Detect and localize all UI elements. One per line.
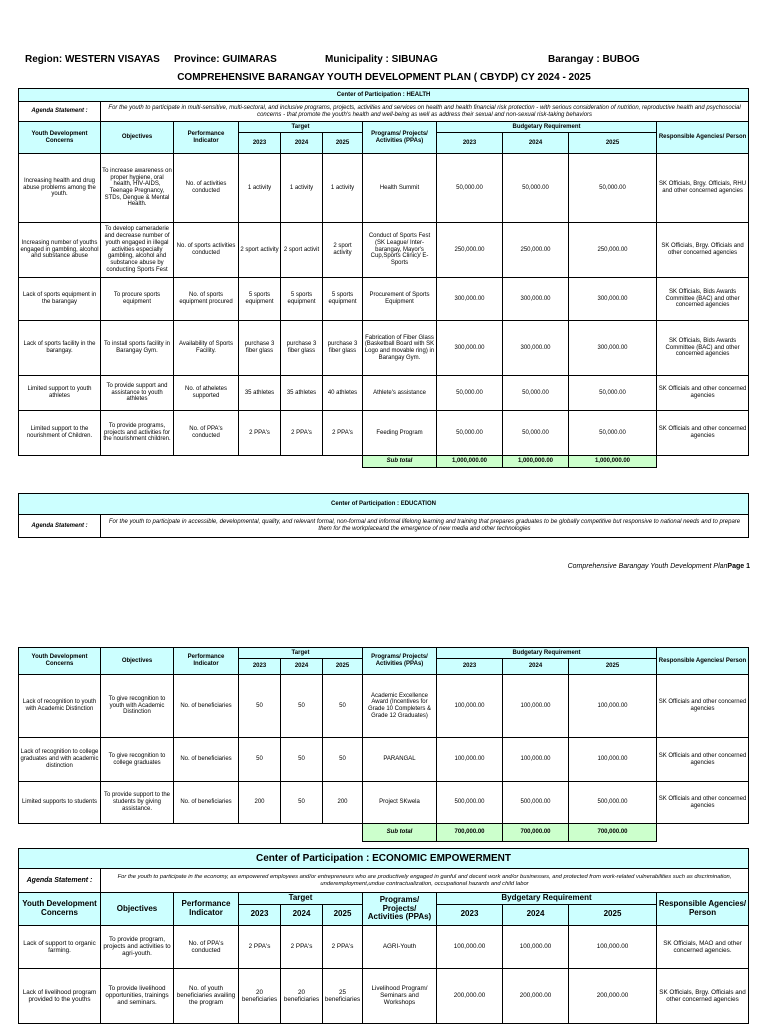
budget-2023-cell: 300,000.00	[437, 321, 503, 376]
col-budget-2023: 2023	[437, 659, 503, 675]
indicator-cell: No. of PPA's conducted	[174, 411, 239, 456]
education-subtotal-2025: 700,000.00	[569, 824, 657, 842]
target-2023-cell: 50	[239, 675, 281, 738]
col-target: Target	[239, 893, 363, 905]
col-objectives: Objectives	[101, 648, 174, 675]
col-indicator: Performance Indicator	[174, 648, 239, 675]
col-budget-2025: 2025	[569, 904, 657, 925]
budget-2023-cell: 100,000.00	[437, 738, 503, 782]
table-row	[19, 925, 749, 968]
col-objectives: Objectives	[101, 122, 174, 154]
indicator-cell: No. of PPA's conducted	[174, 925, 239, 968]
ppa-cell: Academic Excellence Award (Incentives for Grade 10 Completers & Grade 12 Graduates)	[363, 675, 437, 738]
col-target-2025: 2025	[323, 904, 363, 925]
education-agenda-table	[18, 493, 749, 538]
target-2023-cell: 2 sport activity	[239, 223, 281, 278]
target-2024-cell: 50	[281, 738, 323, 782]
ppa-cell: Athlete's assistance	[363, 376, 437, 411]
health-rows	[19, 154, 749, 456]
target-2024-cell: 35 athletes	[281, 376, 323, 411]
col-budget-2024: 2024	[503, 133, 569, 154]
concern-cell: Lack of recognition to college graduates and with academic distinction	[19, 738, 101, 782]
target-2024-cell: 1 activity	[281, 154, 323, 223]
target-2024-cell: 2 sport activit	[281, 223, 323, 278]
col-concerns: Youth Development Concerns	[19, 648, 101, 675]
indicator-cell: No. of beneficiaries	[174, 738, 239, 782]
concern-cell: Lack of recognition to youth with Academic Distinction	[19, 675, 101, 738]
objective-cell: To install sports facility in Barangay Gym.	[101, 321, 174, 376]
indicator-cell: No. of youth beneficiaries availing the program	[174, 968, 239, 1023]
objective-cell: To provide support and assistance to youth athletes	[101, 376, 174, 411]
objective-cell: To increase awareness on proper hygiene, oral health, HIV-AIDS, Teenage Pregnancy, STDs, Dengue & Mental Health.	[101, 154, 174, 223]
responsible-cell: SK Officials and other concerned agencies	[657, 376, 749, 411]
document-title: COMPREHENSIVE BARANGAY YOUTH DEVELOPMENT PLAN ( CBYDP) CY 2024 - 2025	[177, 72, 591, 83]
education-subtotal-2024: 700,000.00	[503, 824, 569, 842]
education-subtotal-2023: 700,000.00	[437, 824, 503, 842]
target-2023-cell: 1 activity	[239, 154, 281, 223]
page-number: Page 1	[727, 563, 750, 570]
target-2024-cell: 50	[281, 675, 323, 738]
indicator-cell: No. of sports equipment procured	[174, 278, 239, 321]
budget-2024-cell: 300,000.00	[503, 321, 569, 376]
budget-2023-cell: 300,000.00	[437, 278, 503, 321]
col-budget-2025: 2025	[569, 659, 657, 675]
budget-2023-cell: 250,000.00	[437, 223, 503, 278]
education-agenda-label: Agenda Statement :	[19, 515, 101, 538]
budget-2025-cell: 50,000.00	[569, 411, 657, 456]
indicator-cell: No. of beneficiaries	[174, 675, 239, 738]
objective-cell: To provide support to the students by giving assistance.	[101, 782, 174, 824]
target-2025-cell: 25 beneficiaries	[323, 968, 363, 1023]
target-2023-cell: 20 beneficiaries	[239, 968, 281, 1023]
ppa-cell: Livelihood Program/ Seminars and Workshops	[363, 968, 437, 1023]
page-footer	[568, 563, 750, 570]
target-2024-cell: 50	[281, 782, 323, 824]
target-2025-cell: 200	[323, 782, 363, 824]
health-subtotal-2024: 1,000,000.00	[503, 456, 569, 468]
indicator-cell: No. of activities conducted	[174, 154, 239, 223]
target-2025-cell: 50	[323, 738, 363, 782]
economic-agenda-label: Agenda Statement :	[19, 869, 101, 893]
target-2025-cell: 2 sport activity	[323, 223, 363, 278]
concern-cell: Limited support to the nourishment of Children.	[19, 411, 101, 456]
col-budget-2023: 2023	[437, 133, 503, 154]
economic-center-of-participation: Center of Participation : ECONOMIC EMPOWERMENT	[19, 849, 749, 869]
subtotal-spacer	[657, 824, 749, 842]
concern-cell: Increasing number of youths engaged in gambling, alcohol and substance abuse	[19, 223, 101, 278]
concern-cell: Limited support to youth athletes	[19, 376, 101, 411]
budget-2024-cell: 50,000.00	[503, 376, 569, 411]
responsible-cell: SK Officials, Bids Awards Committee (BAC) and other concerned agencies	[657, 278, 749, 321]
objective-cell: To give recognition to youth with Academic Distinction	[101, 675, 174, 738]
education-rows	[19, 675, 749, 824]
col-target-2023: 2023	[239, 659, 281, 675]
economic-rows	[19, 925, 749, 1023]
responsible-cell: SK Officials and other concerned agencies	[657, 738, 749, 782]
education-subtotal-label: Sub total	[363, 824, 437, 842]
indicator-cell: No. of beneficiaries	[174, 782, 239, 824]
education-center-of-participation: Center of Participation : EDUCATION	[19, 494, 749, 515]
health-subtotal-2025: 1,000,000.00	[569, 456, 657, 468]
objective-cell: To provide livelihood opportunities, trainings and seminars.	[101, 968, 174, 1023]
col-target: Target	[239, 122, 363, 133]
target-2023-cell: 50	[239, 738, 281, 782]
objective-cell: To procure sports equipment	[101, 278, 174, 321]
budget-2023-cell: 50,000.00	[437, 154, 503, 223]
col-target-2023: 2023	[239, 904, 281, 925]
budget-2025-cell: 50,000.00	[569, 154, 657, 223]
col-budget-2023: 2023	[437, 904, 503, 925]
subtotal-spacer	[19, 824, 363, 842]
budget-2024-cell: 500,000.00	[503, 782, 569, 824]
col-budget-2024: 2024	[503, 904, 569, 925]
ppa-cell: Health Summit	[363, 154, 437, 223]
target-2024-cell: purchase 3 fiber glass	[281, 321, 323, 376]
table-row	[19, 411, 749, 456]
province-label: Province: GUIMARAS	[174, 54, 277, 65]
budget-2024-cell: 50,000.00	[503, 411, 569, 456]
col-ppas: Programs/ Projects/ Activities (PPAs)	[363, 122, 437, 154]
col-target: Target	[239, 648, 363, 659]
target-2024-cell: 2 PPA's	[281, 411, 323, 456]
health-subtotal-2023: 1,000,000.00	[437, 456, 503, 468]
col-target-2025: 2025	[323, 133, 363, 154]
concern-cell: Lack of sports facility in the barangay.	[19, 321, 101, 376]
col-objectives: Objectives	[101, 893, 174, 926]
economic-agenda-statement: For the youth to participate in the economy, as empowered employees and/or entrepreneurs who are productively engaged in ganful and decent work and/or businesses, and protected from work-related vulnerabilities such as discrimination, underemployment,undue contractualization, occupational hazards and child labor	[101, 869, 749, 893]
budget-2025-cell: 500,000.00	[569, 782, 657, 824]
col-ppas: Programs/ Projects/ Activities (PPAs)	[363, 893, 437, 926]
table-row	[19, 278, 749, 321]
responsible-cell: SK Officials, Brgy. Officials, RHU and other concerned agencies	[657, 154, 749, 223]
col-indicator: Performance Indicator	[174, 893, 239, 926]
target-2023-cell: 5 sports equipment	[239, 278, 281, 321]
col-responsible: Responsible Agencies/ Person	[657, 648, 749, 675]
col-target-2024: 2024	[281, 133, 323, 154]
budget-2025-cell: 100,000.00	[569, 925, 657, 968]
budget-2025-cell: 100,000.00	[569, 675, 657, 738]
ppa-cell: Feeding Program	[363, 411, 437, 456]
ppa-cell: Procurement of Sports Equipment	[363, 278, 437, 321]
concern-cell: Increasing health and drug abuse problems among the youth.	[19, 154, 101, 223]
budget-2024-cell: 300,000.00	[503, 278, 569, 321]
responsible-cell: SK Officials and other concerned agencies	[657, 782, 749, 824]
objective-cell: To give recognition to college graduates	[101, 738, 174, 782]
col-target-2023: 2023	[239, 133, 281, 154]
responsible-cell: SK Officials, Bids Awards Committee (BAC) and other concerned agencies	[657, 321, 749, 376]
col-budget-2024: 2024	[503, 659, 569, 675]
health-table	[18, 88, 749, 468]
concern-cell: Lack of support to organic farming.	[19, 925, 101, 968]
col-responsible: Responsible Agencies/ Person	[657, 893, 749, 926]
objective-cell: To provide program, projects and activities to agri-youth.	[101, 925, 174, 968]
budget-2024-cell: 200,000.00	[503, 968, 569, 1023]
indicator-cell: No. of atheletes supported	[174, 376, 239, 411]
education-table	[18, 647, 749, 842]
indicator-cell: No. of sports activities conducted	[174, 223, 239, 278]
subtotal-spacer	[19, 456, 363, 468]
col-concerns: Youth Development Concerns	[19, 122, 101, 154]
target-2024-cell: 20 beneficiaries	[281, 968, 323, 1023]
target-2023-cell: 2 PPA's	[239, 411, 281, 456]
target-2023-cell: 35 athletes	[239, 376, 281, 411]
target-2025-cell: 2 PPA's	[323, 411, 363, 456]
budget-2025-cell: 50,000.00	[569, 376, 657, 411]
footer-text: Comprehensive Barangay Youth Development Plan	[567, 563, 728, 570]
table-row	[19, 223, 749, 278]
target-2024-cell: 2 PPA's	[281, 925, 323, 968]
budget-2023-cell: 200,000.00	[437, 968, 503, 1023]
budget-2025-cell: 100,000.00	[569, 738, 657, 782]
target-2025-cell: purchase 3 fiber glass	[323, 321, 363, 376]
budget-2024-cell: 100,000.00	[503, 738, 569, 782]
col-target-2025: 2025	[323, 659, 363, 675]
budget-2025-cell: 300,000.00	[569, 321, 657, 376]
target-2025-cell: 5 sports equipment	[323, 278, 363, 321]
health-subtotal-label: Sub total	[363, 456, 437, 468]
budget-2023-cell: 100,000.00	[437, 675, 503, 738]
col-budget-2025: 2025	[569, 133, 657, 154]
table-row	[19, 782, 749, 824]
health-agenda-statement: For the youth to participate in multi-sensitive, multi-sectoral, and inclusive programs, projects, activities and services on health and health financial risk protection - with serious consideration of nutrition, reproductive health and psychosocial concerns - that promote the youth's health and well-being as well as address their sexual and non-sexual risk-taking behaviors	[101, 102, 749, 122]
col-ppas: Programs/ Projects/ Activities (PPAs)	[363, 648, 437, 675]
economic-table	[18, 848, 749, 1024]
municipality-label: Municipality : SIBUNAG	[325, 54, 438, 65]
concern-cell: Lack of sports equipment in the barangay	[19, 278, 101, 321]
responsible-cell: SK Officials and other concerned agencies	[657, 411, 749, 456]
budget-2024-cell: 100,000.00	[503, 925, 569, 968]
target-2025-cell: 1 activity	[323, 154, 363, 223]
responsible-cell: SK Officials, Brgy. Officials and other concerned agencies	[657, 223, 749, 278]
concern-cell: Limited supports to students	[19, 782, 101, 824]
budget-2024-cell: 100,000.00	[503, 675, 569, 738]
budget-2025-cell: 200,000.00	[569, 968, 657, 1023]
budget-2023-cell: 50,000.00	[437, 376, 503, 411]
subtotal-spacer	[657, 456, 749, 468]
budget-2023-cell: 500,000.00	[437, 782, 503, 824]
budget-2025-cell: 300,000.00	[569, 278, 657, 321]
ppa-cell: Project SKwela	[363, 782, 437, 824]
ppa-cell: PARANGAL	[363, 738, 437, 782]
target-2023-cell: 200	[239, 782, 281, 824]
target-2023-cell: 2 PPA's	[239, 925, 281, 968]
region-label: Region: WESTERN VISAYAS	[25, 54, 160, 65]
barangay-label: Barangay : BUBOG	[548, 54, 640, 65]
table-row	[19, 675, 749, 738]
col-target-2024: 2024	[281, 659, 323, 675]
concern-cell: Lack of livelihood program provided to the youths	[19, 968, 101, 1023]
objective-cell: To develop cameraderie and decrease number of youth engaged in illegal activities especially gambling, alcohol and substance abuse by conducting Sports Fest	[101, 223, 174, 278]
target-2024-cell: 5 sports equipment	[281, 278, 323, 321]
table-row	[19, 154, 749, 223]
budget-2025-cell: 250,000.00	[569, 223, 657, 278]
education-agenda-statement: For the youth to participate in accessible, developmental, quality, and relevant formal, non-formal and informal lifelong learning and training that prepares graduates to be globally competitive but responsive to national needs and to prepare them for the workplaceand the emergence of new media and other technologies	[101, 515, 749, 538]
health-center-of-participation: Center of Participation : HEALTH	[19, 89, 749, 102]
col-budget: Budgetary Requirement	[437, 122, 657, 133]
table-row	[19, 321, 749, 376]
budget-2023-cell: 100,000.00	[437, 925, 503, 968]
table-row	[19, 968, 749, 1023]
target-2025-cell: 2 PPA's	[323, 925, 363, 968]
ppa-cell: AGRI-Youth	[363, 925, 437, 968]
col-target-2024: 2024	[281, 904, 323, 925]
budget-2024-cell: 250,000.00	[503, 223, 569, 278]
target-2025-cell: 40 athletes	[323, 376, 363, 411]
indicator-cell: Availability of Sports Facility.	[174, 321, 239, 376]
ppa-cell: Fabrication of Fiber Glass (Basketball Board with SK Logo and movable ring) in Barangay Gym.	[363, 321, 437, 376]
table-row	[19, 738, 749, 782]
col-concerns: Youth Development Concerns	[19, 893, 101, 926]
col-indicator: Performance Indicator	[174, 122, 239, 154]
health-agenda-label: Agenda Statement :	[19, 102, 101, 122]
responsible-cell: SK Officials and other concerned agencies	[657, 675, 749, 738]
target-2023-cell: purchase 3 fiber glass	[239, 321, 281, 376]
budget-2023-cell: 50,000.00	[437, 411, 503, 456]
target-2025-cell: 50	[323, 675, 363, 738]
budget-2024-cell: 50,000.00	[503, 154, 569, 223]
responsible-cell: SK Officials, MAO and other concerned agencies.	[657, 925, 749, 968]
col-budget: Bydgetary Requirement	[437, 893, 657, 905]
ppa-cell: Conduct of Sports Fest (SK League/ Inter-barangay, Mayor's Cup,Sports Clinic)/ E-Sports	[363, 223, 437, 278]
col-budget: Budgetary Requirement	[437, 648, 657, 659]
responsible-cell: SK Officials, Brgy. Officials and other concerned agencies	[657, 968, 749, 1023]
col-responsible: Responsible Agencies/ Person	[657, 122, 749, 154]
objective-cell: To provide programs, projects and activities for the nourishment children.	[101, 411, 174, 456]
table-row	[19, 376, 749, 411]
